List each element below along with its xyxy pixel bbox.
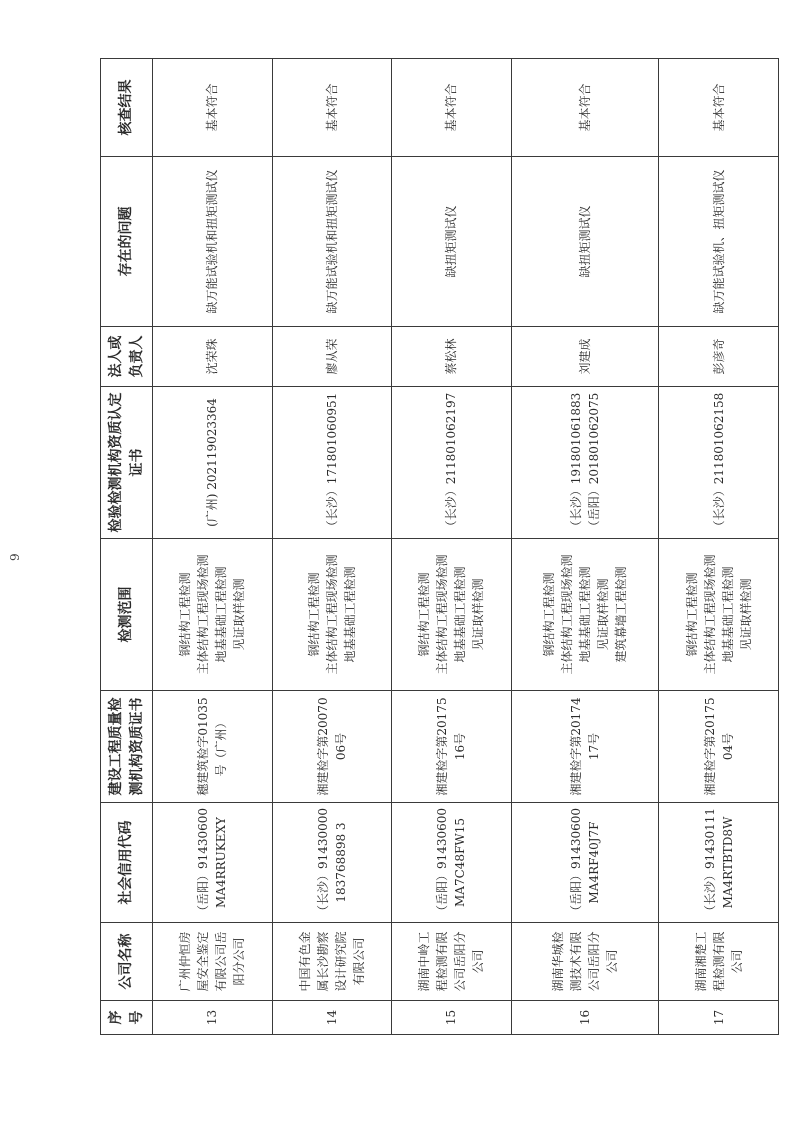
cell-metrology (153, 387, 273, 539)
cell-seq: 14 (272, 1001, 392, 1035)
scope-line: 地基基础工程检测 (453, 566, 468, 663)
cell-legal: 彭彦奇 (659, 327, 779, 387)
header-scope: 检测范围 (101, 539, 153, 691)
cell-metrology (511, 387, 659, 539)
scope-line: 地基基础工程检测 (720, 566, 735, 663)
cell-company: 湖南华城检测技术有限公司岳阳分公司 (511, 923, 659, 1001)
header-result: 核查结果 (101, 59, 153, 157)
cell-cert: 湘建检字第2017504号 (659, 691, 779, 803)
cell-legal: 廖从荣 (272, 327, 392, 387)
scope-line: 钢结构工程检测 (417, 572, 432, 657)
scope-line: 钢结构工程检测 (178, 572, 193, 657)
inspection-table (100, 58, 779, 1035)
cell-credit-code: （长沙）91430000183768898 3 (272, 803, 392, 923)
cell-scope (392, 539, 512, 691)
cell-metrology (659, 387, 779, 539)
scope-line: 主体结构工程现场检测 (196, 554, 211, 675)
metrology-line: （长沙）191801061883 (569, 392, 584, 533)
cell-legal: 刘建成 (511, 327, 659, 387)
scope-line: 地基基础工程检测 (214, 566, 229, 663)
scope-line: 地基基础工程检测 (342, 566, 357, 663)
cell-result: 基本符合 (153, 59, 273, 157)
cell-credit-code: （岳阳）91430600MA4RRUKEXY (153, 803, 273, 923)
cell-issue: 缺万能试验机和扭矩测试仪 (272, 157, 392, 327)
cell-cert: 湘建检字第2007006号 (272, 691, 392, 803)
header-issue: 存在的问题 (101, 157, 153, 327)
scope-line: 钢结构工程检测 (684, 572, 699, 657)
scope-line: 主体结构工程现场检测 (702, 554, 717, 675)
cell-seq: 13 (153, 1001, 273, 1035)
cell-issue: 缺扭矩测试仪 (392, 157, 512, 327)
cell-seq: 16 (511, 1001, 659, 1035)
cell-company: 湖南湘楚工程检测有限公司 (659, 923, 779, 1001)
cell-scope (153, 539, 273, 691)
cell-company: 广州仲恒房屋安全鉴定有限公司岳阳分公司 (153, 923, 273, 1001)
metrology-line: (广州) 202119023364 (205, 398, 220, 527)
scope-line: 建筑幕墙工程检测 (614, 566, 629, 663)
header-cert: 建设工程质量检测机构资质证书 (101, 691, 153, 803)
header-metrology: 检验检测机构资质认定证书 (101, 387, 153, 539)
cell-legal: 沈荣珠 (153, 327, 273, 387)
metrology-line: （岳阳）201801062075 (587, 392, 602, 533)
cell-issue: 缺万能试验机和扭矩测试仪 (153, 157, 273, 327)
header-credit-code: 社会信用代码 (101, 803, 153, 923)
cell-credit-code: （岳阳）91430600MA4RF40J7F (511, 803, 659, 923)
cell-seq: 17 (659, 1001, 779, 1035)
cell-legal: 蔡松林 (392, 327, 512, 387)
scope-line: 见证取样检测 (738, 578, 753, 651)
table-row (153, 59, 273, 1035)
cell-cert: 穗建筑检字01035号（广州） (153, 691, 273, 803)
cell-company: 中国有色金属长沙勘察设计研究院有限公司 (272, 923, 392, 1001)
table-row (659, 59, 779, 1035)
scope-line: 主体结构工程现场检测 (435, 554, 450, 675)
scope-line: 钢结构工程检测 (306, 572, 321, 657)
metrology-line: （长沙）211801062197 (444, 392, 459, 533)
table-row (272, 59, 392, 1035)
header-legal: 法人或负责人 (101, 327, 153, 387)
scope-line: 地基基础工程检测 (578, 566, 593, 663)
cell-seq: 15 (392, 1001, 512, 1035)
scope-line: 见证取样检测 (596, 578, 611, 651)
cell-issue: 缺扭矩测试仪 (511, 157, 659, 327)
cell-result: 基本符合 (511, 59, 659, 157)
cell-result: 基本符合 (659, 59, 779, 157)
scope-line: 见证取样检测 (232, 578, 247, 651)
table-row (511, 59, 659, 1035)
scope-line: 见证取样检测 (471, 578, 486, 651)
cell-cert: 湘建检字第2017516号 (392, 691, 512, 803)
table-row (392, 59, 512, 1035)
cell-cert: 湘建检字第2017417号 (511, 691, 659, 803)
scope-line: 钢结构工程检测 (542, 572, 557, 657)
cell-credit-code: （岳阳）91430600MA7C48FW15 (392, 803, 512, 923)
header-company: 公司名称 (101, 923, 153, 1001)
cell-credit-code: （长沙）91430111MA4RTBTD8W (659, 803, 779, 923)
cell-company: 湖南中岭工程检测有限公司岳阳分公司 (392, 923, 512, 1001)
metrology-line: （长沙）171801060951 (324, 392, 339, 533)
scope-line: 主体结构工程现场检测 (560, 554, 575, 675)
cell-result: 基本符合 (392, 59, 512, 157)
cell-metrology (272, 387, 392, 539)
cell-scope (511, 539, 659, 691)
cell-result: 基本符合 (272, 59, 392, 157)
metrology-line: （长沙）211801062158 (711, 392, 726, 533)
page-number: 9 (8, 553, 22, 561)
header-seq: 序号 (101, 1001, 153, 1035)
cell-metrology (392, 387, 512, 539)
cell-issue: 缺万能试验机、扭矩测试仪 (659, 157, 779, 327)
cell-scope (272, 539, 392, 691)
cell-scope (659, 539, 779, 691)
scope-line: 主体结构工程现场检测 (324, 554, 339, 675)
header-row (101, 59, 153, 1035)
